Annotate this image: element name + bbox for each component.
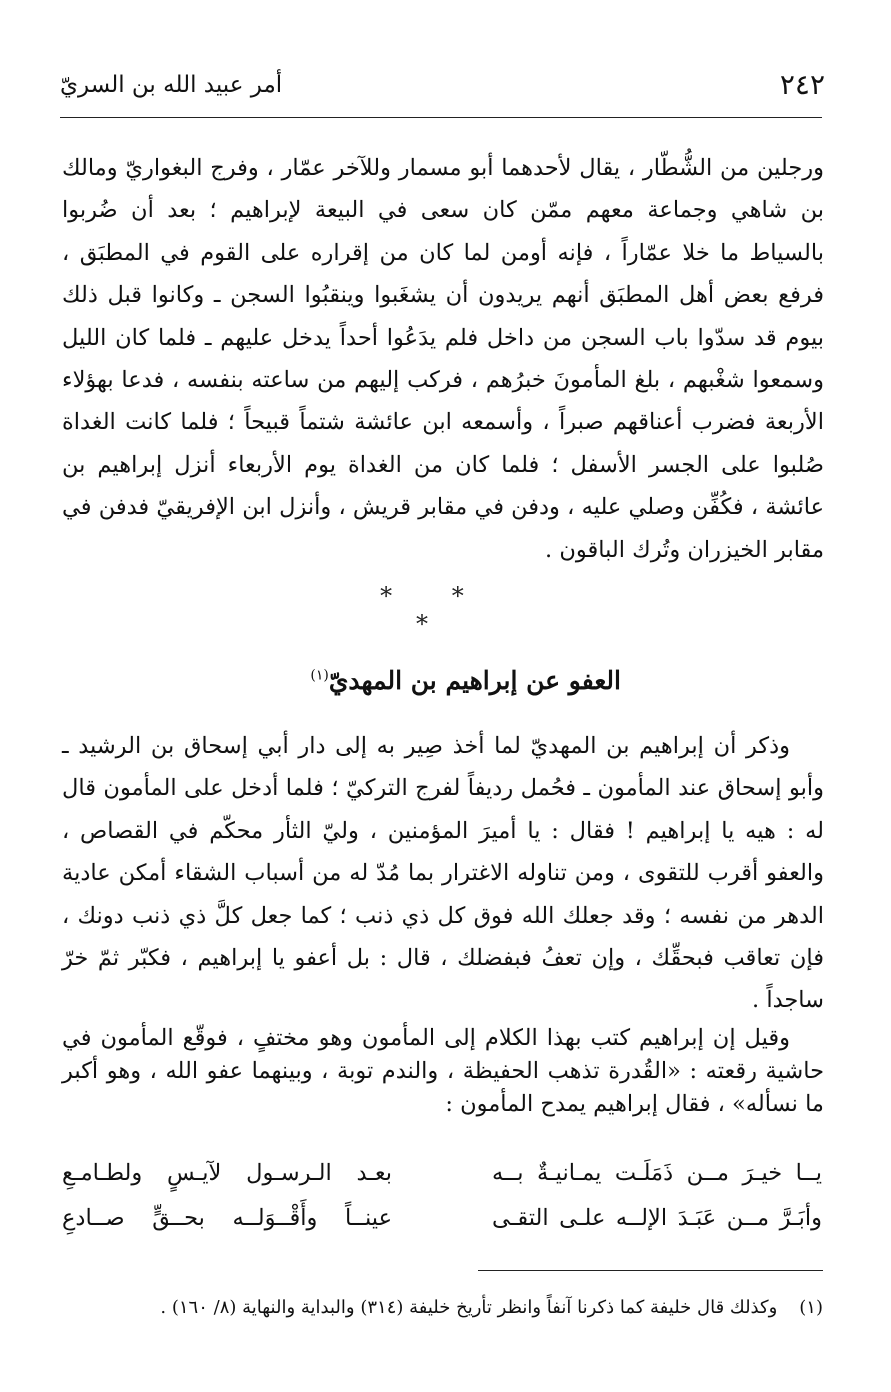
footnote-reference: (١) <box>310 667 329 684</box>
poem-verse <box>62 1160 822 1205</box>
footnote-rule <box>478 1270 823 1271</box>
poem-hemistich-first: يــا خيـرَ مــن ذَمَلَـت يمـانيـةٌ بــه <box>492 1160 822 1186</box>
poem-hemistich-second: بعـد الـرسـول لآيـسٍ ولطـامـعِ <box>62 1160 392 1186</box>
paragraph-narrative: ورجلين من الشُّطّار ، يقال لأحدهما أبو مسمار وللآخر عمّار ، وفرج البغواريّ ومالك بن شاهي وجماعة معهم ممّن كان سعى في البيعة لإبراهيم ؛ بعد أن ضُربوا بالسياط ما خلا عمّاراً ، فإنه أومن لما كان من إقراره على القوم في المطبَق ، فرفع بعض أهل المطبَق أنهم يريدون أن يشغَبوا وينقبُوا السجن ـ وكانوا قبل ذلك بيوم قد سدّوا باب السجن من داخل فلم يدَعُوا أحداً يدخل عليهم ـ فلما كان الليل وسمعوا شغْبهم ، بلغ المأمونَ خبرُهم ، فركب إليهم من ساعته بنفسه ، فدعا بهؤلاء الأربعة فضرب أعناقهم صبراً ، وأسمعه ابن عائشة شتماً قبيحاً ؛ فلما كانت الغداة صُلبوا على الجسر الأسفل ؛ فلما كان من الغداة يوم الأربعاء أنزل إبراهيم بن عائشة ، فكُفِّن وصلي عليه ، ودفن في مقابر قريش ، وأنزل ابن الإفريقيّ فدفن في مقابر الخيزران وتُرك الباقون . <box>62 155 825 563</box>
header-rule <box>60 117 822 118</box>
paragraph-pardon: وذكر أن إبراهيم بن المهديّ لما أخذ صِير به إلى دار أبي إسحاق بن الرشيد ـ وأبو إسحاق عند المأمون ـ فحُمل رديفاً لفرج التركيّ ؛ فلما أدخل على المأمون قال له : هيه يا إبراهيم ! فقال : يا أميرَ المؤمنين ، وليّ الثأر محكّم في القصاص ، والعفو أقرب للتقوى ، ومن تناوله الاغترار بما مُدّ له من أسباب الشقاء أمكن عادية الدهر من نفسه ؛ وقد جعلك الله فوق كل ذي ذنب ؛ كما جعل كلَّ ذي ذنب دونك ، فإن تعاقب فبحقِّك ، وإن تعفُ فبفضلك ، قال : بل أعفو يا إبراهيم ، فكبّر ثمّ خرّ ساجداً . <box>62 733 824 1014</box>
poem <box>62 1160 822 1250</box>
running-header <box>60 62 825 108</box>
section-separator: * * * <box>380 582 490 638</box>
footnote <box>160 1297 823 1318</box>
poem-hemistich-first: وأبَـرَّ مــن عَبَـدَ الإلــه علـى التقـى <box>492 1205 822 1231</box>
poem-hemistich-second: عينــاً وأَقْــوَلــه بحــقٍّ صــادعِ <box>62 1205 392 1231</box>
footnote-marker: (١) <box>799 1297 823 1318</box>
page-number: ٢٤٢ <box>779 68 825 101</box>
section-heading <box>310 666 621 695</box>
poem-verse <box>62 1205 822 1250</box>
footnote-text: وكذلك قال خليفة كما ذكرنا آنفاً وانظر تأريخ خليفة (٣١٤) والبداية والنهاية (٨/ ١٦٠) . <box>160 1297 778 1318</box>
paragraph-letter: وقيل إن إبراهيم كتب بهذا الكلام إلى المأمون وهو مختفٍ ، فوقّع المأمون في حاشية رقعته : «القُدرة تذهب الحفيظة ، والندم توبة ، وبينهما عفو الله ، وهو أكبر ما نسأله» ، فقال إبراهيم يمدح المأمون : <box>62 1025 824 1117</box>
section-heading-text: العفو عن إبراهيم بن المهديّ <box>328 666 621 695</box>
running-title: أمر عبيد الله بن السريّ <box>60 72 283 98</box>
